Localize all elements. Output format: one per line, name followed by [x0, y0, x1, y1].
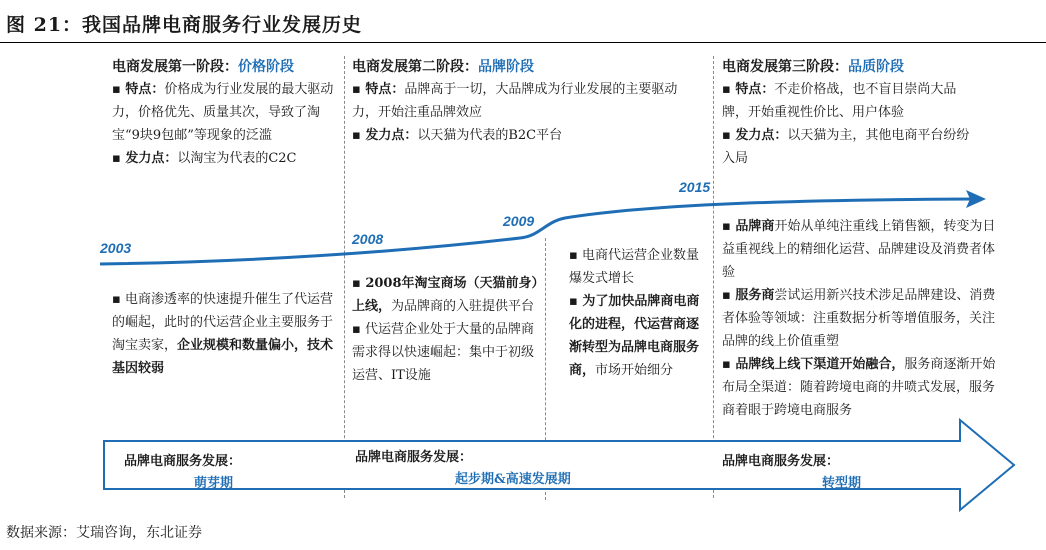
phase-name: 萌芽期 — [194, 476, 234, 491]
stage-3-point: ▪ 发力点：以天猫为主，其他电商平台纷纷入局 — [722, 128, 970, 166]
phase-name: 转型期 — [822, 476, 862, 491]
stage-2b-point: ▪ 为了加快品牌商电商化的进程，代运营商逐渐转型为品牌电商服务商，市场开始细分 — [569, 294, 700, 378]
phase-1 — [124, 450, 334, 491]
stage-2a-point: ▪ 2008年淘宝商场（天猫前身）上线，为品牌商的入驻提供平台 — [352, 276, 539, 314]
year-label: 2009 — [503, 213, 535, 229]
stage-1-point: ▪ 特点：价格成为行业发展的最大驱动力，价格优先、质量其次，导致了淘宝“9块9包邮”等现象的泛滥 — [112, 82, 334, 143]
year-label: 2008 — [352, 231, 384, 247]
stage-2-point: ▪ 发力点：以天猫为代表的B2C平台 — [352, 128, 563, 143]
phase-label: 品牌电商服务发展： — [124, 454, 242, 469]
stage-2a-point: ▪ 代运营企业处于大量的品牌商需求得以快速崛起：集中于初级运营、IT设施 — [352, 322, 535, 383]
stage-heading-prefix: 电商发展第一阶段： — [112, 59, 238, 75]
stage-3-point: ▪ 特点：不走价格战，也不盲目崇尚大品牌，开始重视性价比、用户体验 — [722, 82, 957, 120]
phase-2 — [355, 446, 695, 487]
stage-heading-prefix: 电商发展第三阶段： — [722, 59, 848, 75]
stage-heading-accent: 价格阶段 — [238, 59, 294, 75]
stage-2-point: ▪ 特点：品牌高于一切，大品牌成为行业发展的主要驱动力，开始注重品牌效应 — [352, 82, 678, 120]
source-note: 数据来源：艾瑞咨询，东北证券 — [6, 525, 202, 541]
stage-1-bottom: ▪ 电商渗透率的快速提升催生了代运营的崛起，此时的代运营企业主要服务于淘宝卖家，企业规模和数量偏小，技术基因较弱 — [112, 292, 334, 376]
phase-label: 品牌电商服务发展： — [722, 454, 840, 469]
phase-label: 品牌电商服务发展： — [355, 450, 473, 465]
year-label: 2003 — [100, 240, 132, 256]
stage-heading-accent: 品牌阶段 — [478, 59, 534, 75]
stage-1-point: ▪ 发力点：以淘宝为代表的C2C — [112, 151, 297, 166]
page-title: 图 21：我国品牌电商服务行业发展历史 — [6, 14, 363, 36]
stage-3-point: ▪ 服务商尝试运用新兴技术涉足品牌建设、消费者体验等领域：注重数据分析等增值服务，关注品牌的线上价值重塑 — [722, 288, 996, 349]
phase-name: 起步期&高速发展期 — [455, 472, 571, 487]
stage-heading-prefix: 电商发展第二阶段： — [352, 59, 478, 75]
stage-2b-point: ▪ 电商代运营企业数量爆发式增长 — [569, 248, 699, 286]
stage-heading-accent: 品质阶段 — [848, 59, 904, 75]
year-label: 2015 — [679, 179, 711, 195]
stage-3-point: ▪ 品牌商开始从单纯注重线上销售额，转变为日益重视线上的精细化运营、品牌建设及消费者体验 — [722, 219, 996, 280]
phase-3 — [722, 450, 942, 491]
stage-3-point: ▪ 品牌线上线下渠道开始融合，服务商逐渐开始布局全渠道：随着跨境电商的井喷式发展，服务商着眼于跨境电商服务 — [722, 357, 996, 418]
